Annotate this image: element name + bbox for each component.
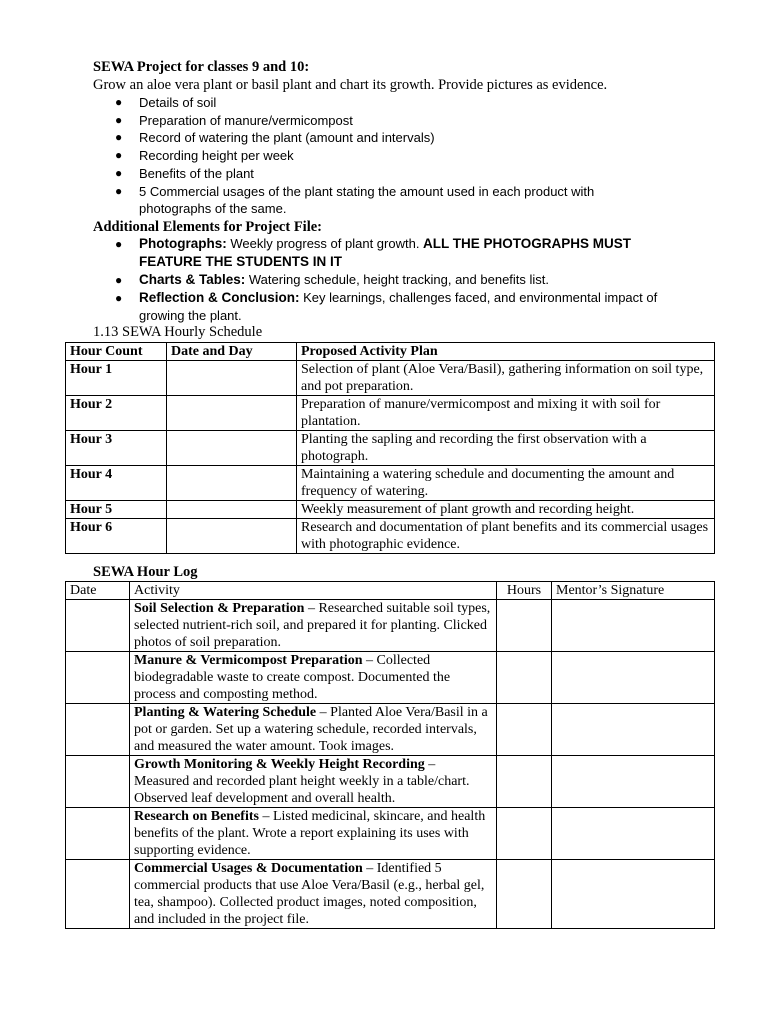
column-header: Activity <box>130 582 497 600</box>
list-item: ● Recording height per week <box>115 148 294 164</box>
hour-log-table <box>65 581 715 929</box>
bullet-icon: ● <box>115 95 123 109</box>
bullet-icon: ● <box>115 130 123 145</box>
hours-cell[interactable] <box>497 652 552 704</box>
activity-desc: – Collected biodegradable waste to create compost. Documented the process and composting method. <box>134 653 451 702</box>
signature-cell[interactable] <box>552 808 715 860</box>
activity-title: Growth Monitoring & Weekly Height Recording <box>134 757 425 772</box>
activity-desc: – Measured and recorded plant height weekly in a table/chart. Observed leaf development and overall health. <box>134 757 470 806</box>
requirements-list <box>115 94 659 218</box>
date-cell[interactable] <box>66 860 130 929</box>
table-row <box>66 396 715 431</box>
schedule-caption: 1.13 SEWA Hourly Schedule <box>93 324 263 340</box>
date-cell[interactable] <box>66 652 130 704</box>
date-cell[interactable] <box>167 501 297 519</box>
hour-cell: Hour 6 <box>66 519 167 554</box>
activity-desc: – Researched suitable soil types, selected nutrient-rich soil, and prepared it for planting. Clicked photos of soil preparation. <box>134 601 491 650</box>
activity-desc: – Listed medicinal, skincare, and health benefits of the plant. Wrote a report explaining its uses with supporting evidence. <box>134 809 486 858</box>
project-intro: Grow an aloe vera plant or basil plant and chart its growth. Provide pictures as evidence. <box>93 77 608 93</box>
activity-cell <box>130 600 497 652</box>
signature-cell[interactable] <box>552 860 715 929</box>
activity-title: Manure & Vermicompost Preparation <box>134 653 363 668</box>
date-cell[interactable] <box>167 361 297 396</box>
plan-cell: Research and documentation of plant benefits and its commercial usages with photographic evidence. <box>297 519 715 554</box>
column-header: Proposed Activity Plan <box>297 343 715 361</box>
activity-title: Commercial Usages & Documentation <box>134 861 363 876</box>
activity-title: Planting & Watering Schedule <box>134 705 317 720</box>
table-row <box>66 600 715 652</box>
item-label: Charts & Tables: <box>139 272 246 287</box>
hour-cell: Hour 5 <box>66 501 167 519</box>
list-item <box>115 289 669 325</box>
column-header: Hour Count <box>66 343 167 361</box>
project-title: SEWA Project for classes 9 and 10: <box>93 59 310 75</box>
item-label: Reflection & Conclusion: <box>139 290 300 305</box>
date-cell[interactable] <box>66 600 130 652</box>
table-header-row <box>66 582 715 600</box>
signature-cell[interactable] <box>552 704 715 756</box>
plan-cell: Preparation of manure/vermicompost and mixing it with soil for plantation. <box>297 396 715 431</box>
column-header: Date and Day <box>167 343 297 361</box>
list-item <box>115 235 669 271</box>
hour-cell: Hour 1 <box>66 361 167 396</box>
plan-cell: Selection of plant (Aloe Vera/Basil), gathering information on soil type, and pot preparation. <box>297 361 715 396</box>
table-row <box>66 501 715 519</box>
plan-cell: Planting the sapling and recording the first observation with a photograph. <box>297 431 715 466</box>
table-row <box>66 756 715 808</box>
activity-cell <box>130 860 497 929</box>
item-label: Photographs: <box>139 236 227 251</box>
date-cell[interactable] <box>66 808 130 860</box>
table-row <box>66 431 715 466</box>
hours-cell[interactable] <box>497 756 552 808</box>
list-item: ● Preparation of manure/vermicompost <box>115 112 353 128</box>
bullet-icon: ● <box>115 183 123 198</box>
activity-cell <box>130 808 497 860</box>
plan-cell: Weekly measurement of plant growth and recording height. <box>297 501 715 519</box>
date-cell[interactable] <box>167 431 297 466</box>
hour-cell: Hour 3 <box>66 431 167 466</box>
item-text: Watering schedule, height tracking, and benefits list. <box>245 272 550 287</box>
activity-desc: – Planted Aloe Vera/Basil in a pot or garden. Set up a watering schedule, recorded intervals, and measured the water amount. Took images. <box>134 705 488 754</box>
item-text: Weekly progress of plant growth. <box>226 236 424 251</box>
activity-cell <box>130 704 497 756</box>
column-header: Hours <box>497 582 552 600</box>
date-cell[interactable] <box>167 519 297 554</box>
activity-title: Soil Selection & Preparation <box>134 601 305 616</box>
date-cell[interactable] <box>167 466 297 501</box>
column-header: Mentor’s Signature <box>552 582 715 600</box>
list-item: ● Record of watering the plant (amount and intervals) <box>115 130 435 146</box>
list-item: ● Benefits of the plant <box>115 165 254 181</box>
bullet-icon: ● <box>115 237 123 251</box>
signature-cell[interactable] <box>552 756 715 808</box>
signature-cell[interactable] <box>552 652 715 704</box>
activity-cell <box>130 756 497 808</box>
date-cell[interactable] <box>167 396 297 431</box>
table-row <box>66 704 715 756</box>
hours-cell[interactable] <box>497 704 552 756</box>
hour-cell: Hour 4 <box>66 466 167 501</box>
date-cell[interactable] <box>66 756 130 808</box>
table-row <box>66 860 715 929</box>
log-caption: SEWA Hour Log <box>93 564 198 580</box>
plan-cell: Maintaining a watering schedule and documenting the amount and frequency of watering. <box>297 466 715 501</box>
hours-cell[interactable] <box>497 860 552 929</box>
table-row <box>66 361 715 396</box>
table-row <box>66 519 715 554</box>
table-row <box>66 466 715 501</box>
activity-desc: – Identified 5 commercial products that use Aloe Vera/Basil (e.g., herbal gel, tea, shampoo). Collected product images, noted composition, and included in the project file. <box>134 861 485 927</box>
bullet-icon: ● <box>115 165 123 180</box>
additional-list <box>115 235 669 325</box>
table-header-row <box>66 343 715 361</box>
signature-cell[interactable] <box>552 600 715 652</box>
column-header: Date <box>66 582 130 600</box>
list-item: ● Details of soil <box>115 95 217 110</box>
hours-cell[interactable] <box>497 600 552 652</box>
date-cell[interactable] <box>66 704 130 756</box>
activity-title: Research on Benefits <box>134 809 259 824</box>
list-item: ● 5 Commercial usages of the plant stating the amount used in each product with photographs of the same. <box>115 183 595 217</box>
bullet-icon: ● <box>115 148 123 163</box>
hourly-schedule-table <box>65 342 715 554</box>
table-row <box>66 808 715 860</box>
bullet-icon: ● <box>115 112 123 127</box>
item-emphasis: ALL THE PHOTOGRAPHS MUST FEATURE THE STUDENTS IN IT <box>139 236 632 269</box>
bullet-icon: ● <box>115 291 123 305</box>
list-item <box>115 271 669 289</box>
hour-cell: Hour 2 <box>66 396 167 431</box>
bullet-icon: ● <box>115 273 123 287</box>
additional-heading: Additional Elements for Project File: <box>93 219 323 235</box>
activity-cell <box>130 652 497 704</box>
table-row <box>66 652 715 704</box>
item-text: Key learnings, challenges faced, and environmental impact of growing the plant. <box>139 290 658 323</box>
hours-cell[interactable] <box>497 808 552 860</box>
